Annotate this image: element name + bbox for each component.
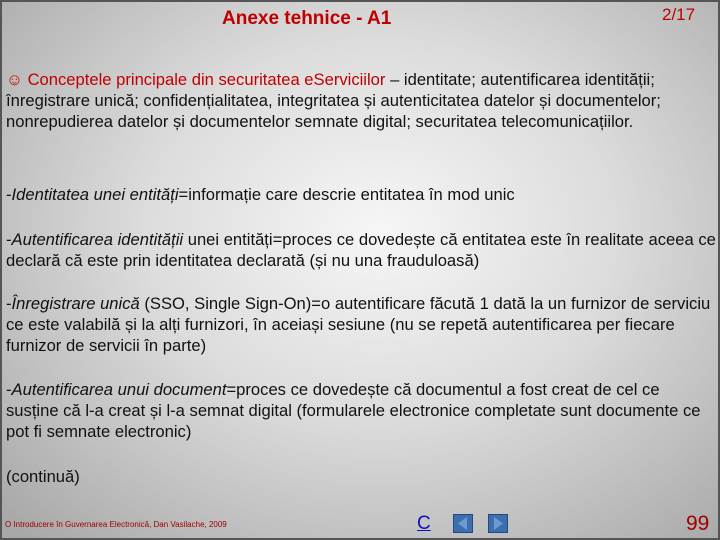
body-text: – identitate; autentificarea identității; înregistrare unică; confidențialitatea, integritatea și autenticitatea datelor și documentelor; nonrepudierea datelor și documentelor semnate digital; securitatea telecomunicațiilor.: [6, 70, 661, 131]
triangle-left-icon: [454, 515, 472, 532]
term: Autentificarea identității: [11, 230, 184, 249]
dash: -: [6, 230, 12, 249]
slide-title: Anexe tehnice - A1: [222, 8, 392, 29]
lead-text: Conceptele principale din securitatea eServiciilor: [22, 70, 386, 89]
term: Identitatea unei entități: [11, 185, 179, 204]
footer-credit: O Introducere în Guvernarea Electronică, Dan Vasilache, 2009: [5, 520, 227, 529]
term: Autentificarea unui document: [11, 380, 227, 399]
paragraph-document-auth: [6, 379, 716, 442]
dash: -: [6, 380, 12, 399]
body-text: unei entități=proces ce dovedește că entitatea este în realitate aceea ce declară că este prin identitatea declarată (și nu una frauduloasă): [6, 230, 716, 270]
dash: -: [6, 294, 12, 313]
term: Înregistrare unică: [11, 294, 140, 313]
smiley-icon: ☺: [6, 70, 23, 89]
paragraph-concepts: [6, 69, 716, 132]
paragraph-sso: [6, 293, 716, 356]
page-counter: 2/17: [662, 5, 696, 24]
body-text: =informație care descrie entitatea în mod unic: [178, 185, 515, 204]
triangle-right-icon: [489, 515, 507, 532]
c-link[interactable]: C: [417, 513, 431, 534]
dash: -: [6, 185, 12, 204]
previous-slide-button[interactable]: [453, 514, 473, 533]
paragraph-authentication: [6, 229, 716, 271]
next-slide-button[interactable]: [488, 514, 508, 533]
body-text: (SSO, Single Sign-On)=o autentificare făcută 1 dată la un furnizor de serviciu ce este valabilă și la alți furnizori, în aceiași sesiune (nu se repetă autentificarea per fiecare furnizor de servicii în parte): [6, 294, 711, 355]
body-text: =proces ce dovedește că documentul a fost creat de cel ce susține că l-a creat și l-a semnat digital (formularele electronice completate sunt documente ce pot fi semnate electronic): [6, 380, 701, 441]
paragraph-continued: (continuă): [6, 467, 80, 486]
paragraph-identity: [6, 184, 716, 205]
slide-number: 99: [686, 512, 710, 535]
